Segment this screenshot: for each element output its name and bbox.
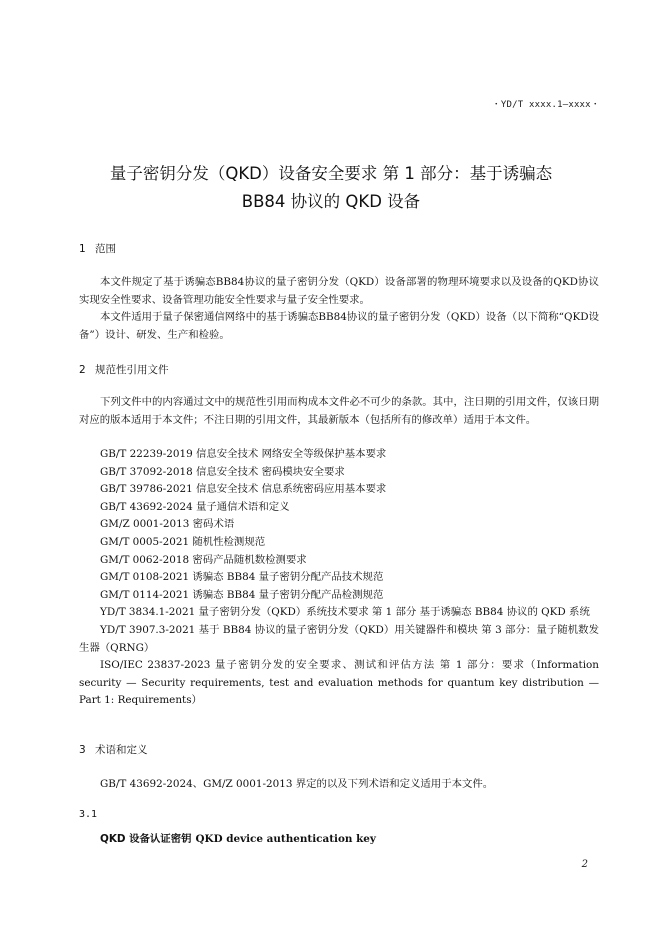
document-title-line-2: BB84 协议的 QKD 设备	[241, 192, 421, 211]
reference-item: GM/T 0062-2018 密码产品随机数检测要求	[100, 553, 307, 566]
reference-item: ISO/IEC 23837-2023 量子密钥分发的安全要求、测试和评估方法 第 1 部分：要求（Information security — Security requirements, test and evaluation methods for quantum key distribution — Part 1: Requirements）	[79, 659, 599, 707]
reference-item: GB/T 22239-2019 信息安全技术 网络安全等级保护基本要求	[100, 448, 387, 460]
scope-paragraph-2: 本文件适用于量子保密通信网络中的基于诱骗态BB84协议的量子密钥分发（QKD）设备（以下简称“QKD设备”）设计、研发、生产和检验。	[79, 311, 599, 341]
reference-list	[79, 446, 599, 710]
reference-item: GM/T 0005-2021 随机性检测规范	[100, 535, 266, 548]
terms-intro: GB/T 43692-2024、GM/Z 0001-2013 界定的以及下列术语和定义适用于本文件。	[100, 778, 494, 790]
section-number: 3	[79, 744, 86, 756]
section-title: 范围	[95, 243, 116, 255]
reference-item: YD/T 3834.1-2021 量子密钥分发（QKD）系统技术要求 第 1 部分 基于诱骗态 BB84 协议的 QKD 系统	[100, 606, 590, 619]
reference-item: GB/T 43692-2024 量子通信术语和定义	[100, 500, 290, 513]
page-header-code: ・YD/T xxxx.1—xxxx・	[491, 100, 600, 110]
section-heading-normative-references	[79, 362, 169, 377]
reference-item: GM/T 0114-2021 诱骗态 BB84 量子密钥分配产品检测规范	[100, 588, 384, 601]
reference-item: GB/T 37092-2018 信息安全技术 密码模块安全要求	[100, 465, 345, 478]
page-number: 2	[581, 859, 588, 870]
reference-item: YD/T 3907.3-2021 基于 BB84 协议的量子密钥分发（QKD）用关键器件和模块 第 3 部分：量子随机数发生器（QRNG）	[79, 623, 599, 654]
section-number: 1	[79, 243, 86, 255]
section-title: 术语和定义	[95, 744, 148, 756]
reference-item: GM/Z 0001-2013 密码术语	[100, 518, 235, 531]
section-heading-terms-and-definitions	[79, 742, 148, 757]
term-chinese: QKD 设备认证密钥	[100, 833, 192, 845]
subsection-number: 3.1	[79, 809, 98, 820]
section-heading-scope	[79, 241, 116, 256]
term-english: QKD device authentication key	[195, 833, 376, 845]
reference-item: GM/T 0108-2021 诱骗态 BB84 量子密钥分配产品技术规范	[100, 571, 384, 584]
section-title: 规范性引用文件	[95, 364, 169, 376]
reference-item: GB/T 39786-2021 信息安全技术 信息系统密码应用基本要求	[100, 483, 387, 496]
references-intro: 下列文件中的内容通过文中的规范性引用而构成本文件必不可少的条款。其中，注日期的引用文件，仅该日期对应的版本适用于本文件；不注日期的引用文件，其最新版本（包括所有的修改单）适用于本文件。	[79, 396, 599, 426]
document-title-line-1: 量子密钥分发（QKD）设备安全要求 第 1 部分：基于诱骗态	[109, 164, 553, 183]
scope-paragraph-1: 本文件规定了基于诱骗态BB84协议的量子密钥分发（QKD）设备部署的物理环境要求以及设备的QKD协议实现安全性要求、设备管理功能安全性要求与量子安全性要求。	[79, 276, 599, 306]
term-entry	[100, 830, 376, 845]
section-number: 2	[79, 364, 86, 376]
